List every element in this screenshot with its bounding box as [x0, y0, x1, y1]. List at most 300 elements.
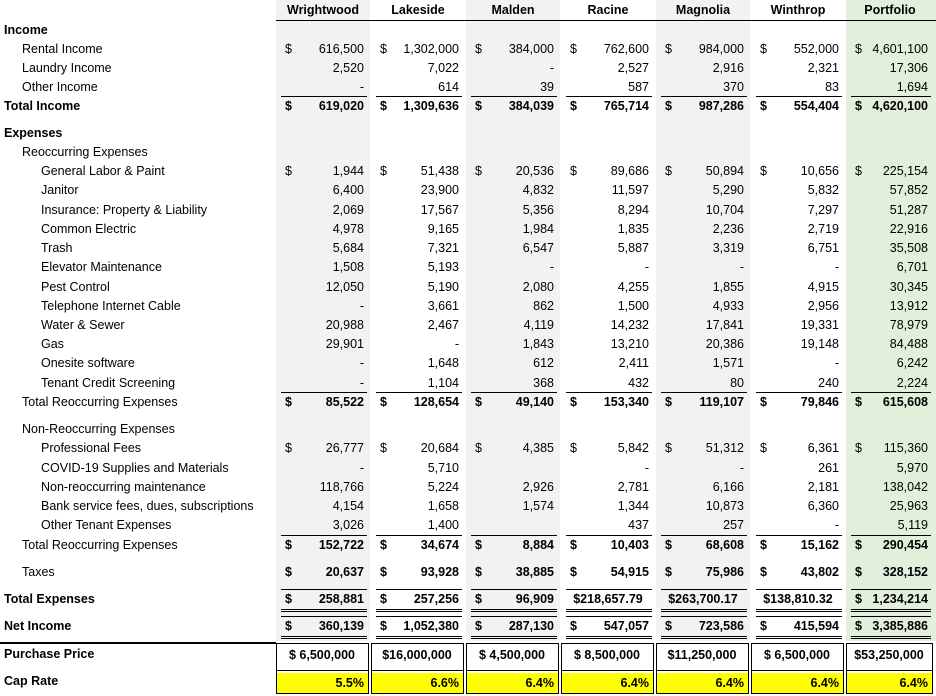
cell-value: 1,309,636	[403, 99, 459, 113]
cell-value: -	[834, 518, 839, 532]
cell-value: -	[739, 461, 744, 475]
cell-value: 13,210	[610, 337, 649, 351]
cell-value: 2,527	[617, 61, 649, 75]
top-rule	[471, 535, 557, 536]
cell-value: 4,915	[807, 280, 839, 294]
currency-symbol: $	[665, 99, 672, 113]
table-row	[0, 335, 936, 354]
row-label: Water & Sewer	[41, 318, 125, 332]
table-row	[0, 590, 936, 609]
cell-value: 1,508	[332, 260, 364, 274]
currency-symbol: $	[475, 565, 482, 579]
cell-value: 384,039	[508, 99, 554, 113]
cell-value: 6,751	[807, 241, 839, 255]
cell-value: 862	[533, 299, 554, 313]
table-row	[0, 258, 936, 277]
cell-value: 765,714	[603, 99, 649, 113]
cell-value: 547,057	[603, 619, 649, 633]
row-label: Other Tenant Expenses	[41, 518, 172, 532]
currency-symbol: $	[855, 42, 862, 56]
table-row	[0, 439, 936, 458]
currency-symbol: $	[570, 565, 577, 579]
currency-symbol: $	[760, 395, 767, 409]
cell-value: 12,050	[325, 280, 364, 294]
table-row	[0, 459, 936, 478]
cell-value: 30,345	[889, 280, 928, 294]
table-row	[0, 516, 936, 535]
cell-value: 3,385,886	[872, 619, 928, 633]
cell-value: 258,881	[318, 592, 364, 606]
currency-symbol: $	[760, 565, 767, 579]
bottom-double-rule	[756, 636, 842, 639]
cell-value: 96,909	[515, 592, 554, 606]
cell-value: 43,802	[800, 565, 839, 579]
currency-symbol: $	[285, 538, 292, 552]
column-header: Magnolia	[675, 3, 731, 17]
top-rule	[376, 392, 462, 393]
currency-symbol: $	[665, 441, 672, 455]
cell-value: $263,700.17	[668, 592, 738, 606]
cell-value: 290,454	[882, 538, 928, 552]
cell-value: $ 6,500,000	[763, 648, 831, 662]
currency-symbol: $	[855, 538, 862, 552]
cell-value: -	[359, 80, 364, 94]
summary-divider	[0, 642, 276, 644]
table-row	[0, 124, 936, 143]
row-label: Janitor	[41, 183, 79, 197]
table-row	[0, 162, 936, 181]
cell-value: 984,000	[698, 42, 744, 56]
table-row	[0, 354, 936, 373]
cell-value: $ 8,500,000	[573, 648, 641, 662]
row-label: Other Income	[22, 80, 98, 94]
cell-value: -	[549, 260, 554, 274]
currency-symbol: $	[285, 441, 292, 455]
cell-value: 5,832	[807, 183, 839, 197]
column-header: Winthrop	[770, 3, 826, 17]
cell-value: 10,873	[705, 499, 744, 513]
cell-value: 2,236	[712, 222, 744, 236]
cell-value: 6.4%	[525, 676, 554, 690]
cell-value: 138,042	[882, 480, 928, 494]
cell-value: 115,360	[883, 441, 928, 455]
cell-value: 29,901	[325, 337, 364, 351]
top-rule	[566, 616, 652, 617]
top-rule	[566, 96, 652, 97]
table-row	[0, 239, 936, 258]
top-rule	[566, 589, 652, 590]
currency-symbol: $	[570, 164, 577, 178]
cell-border	[276, 670, 369, 694]
currency-symbol: $	[380, 42, 387, 56]
currency-symbol: $	[760, 538, 767, 552]
cell-value: 1,500	[617, 299, 649, 313]
cell-value: 119,107	[699, 395, 744, 409]
cell-value: 6,547	[522, 241, 554, 255]
cell-value: 1,344	[617, 499, 649, 513]
cell-value: 432	[628, 376, 649, 390]
top-rule	[661, 535, 747, 536]
cell-value: $138,810.32	[763, 592, 833, 606]
currency-symbol: $	[570, 99, 577, 113]
cell-value: 1,648	[427, 356, 459, 370]
cell-value: 240	[818, 376, 839, 390]
cell-value: 49,140	[515, 395, 554, 409]
cell-value: 25,963	[889, 499, 928, 513]
cell-value: 14,232	[610, 318, 649, 332]
top-rule	[281, 535, 367, 536]
column-header: Racine	[587, 3, 629, 17]
bottom-double-rule	[566, 636, 652, 639]
currency-symbol: $	[285, 395, 292, 409]
top-rule	[661, 96, 747, 97]
table-row	[0, 181, 936, 200]
cell-value: 2,224	[896, 376, 928, 390]
currency-symbol: $	[855, 441, 862, 455]
currency-symbol: $	[570, 441, 577, 455]
cell-value: 1,658	[427, 499, 459, 513]
row-label: Cap Rate	[4, 674, 59, 688]
cell-value: 5,356	[522, 203, 554, 217]
cell-value: 19,148	[800, 337, 839, 351]
cell-value: 75,986	[705, 565, 744, 579]
cell-value: 1,984	[522, 222, 554, 236]
cell-value: -	[834, 356, 839, 370]
cell-value: 987,286	[698, 99, 744, 113]
column-header: Malden	[491, 3, 535, 17]
cell-value: 4,154	[332, 499, 364, 513]
cell-value: 6.6%	[430, 676, 459, 690]
cell-value	[466, 459, 554, 478]
cell-value: 2,069	[332, 203, 364, 217]
cell-value: -	[359, 356, 364, 370]
column-header: Portfolio	[864, 3, 916, 17]
currency-symbol: $	[760, 619, 767, 633]
cell-value: $11,250,000	[667, 648, 737, 662]
table-row	[0, 278, 936, 297]
cell-value: 11,597	[611, 183, 649, 197]
cell-value: 6,360	[807, 499, 839, 513]
currency-symbol: $	[380, 441, 387, 455]
currency-symbol: $	[855, 164, 862, 178]
cell-value: 614	[438, 80, 459, 94]
top-rule	[376, 616, 462, 617]
cell-value: 152,722	[318, 538, 364, 552]
row-label: Insurance: Property & Liability	[41, 203, 208, 217]
cell-value: 1,843	[522, 337, 554, 351]
top-rule	[756, 392, 842, 393]
cell-value: $ 4,500,000	[478, 648, 546, 662]
cell-value: 257,256	[413, 592, 459, 606]
top-rule	[471, 392, 557, 393]
cell-value: 2,956	[807, 299, 839, 313]
row-label: Pest Control	[41, 280, 110, 294]
currency-symbol: $	[570, 42, 577, 56]
currency-symbol: $	[475, 164, 482, 178]
cell-value: 5,290	[712, 183, 744, 197]
table-row	[0, 40, 936, 59]
currency-symbol: $	[475, 619, 482, 633]
cell-value: 6,400	[332, 183, 364, 197]
currency-symbol: $	[665, 538, 672, 552]
cell-value: 261	[818, 461, 839, 475]
top-rule	[756, 96, 842, 97]
cell-value: 10,704	[705, 203, 744, 217]
top-rule	[756, 589, 842, 590]
cell-value: 4,255	[617, 280, 649, 294]
cell-value: 39	[540, 80, 554, 94]
top-rule	[851, 535, 931, 536]
currency-symbol: $	[760, 42, 767, 56]
row-label: Purchase Price	[4, 647, 95, 661]
cell-border	[656, 643, 749, 671]
cell-value: 35,508	[889, 241, 928, 255]
table-row	[0, 143, 936, 162]
top-rule	[281, 96, 367, 97]
cell-value: 762,600	[603, 42, 649, 56]
cell-value: 2,467	[427, 318, 459, 332]
currency-symbol: $	[665, 164, 672, 178]
cell-value: 5,842	[617, 441, 649, 455]
cell-value: 554,404	[793, 99, 839, 113]
cell-value: 552,000	[793, 42, 839, 56]
cell-value: 83	[825, 80, 839, 94]
cell-value: 20,988	[325, 318, 364, 332]
cell-value: 2,411	[618, 356, 649, 370]
currency-symbol: $	[570, 538, 577, 552]
row-label: Total Expenses	[4, 592, 95, 606]
top-rule	[661, 616, 747, 617]
cell-value: 6.4%	[620, 676, 649, 690]
currency-symbol: $	[760, 99, 767, 113]
row-label: COVID-19 Supplies and Materials	[41, 461, 229, 475]
cell-value: 7,022	[427, 61, 459, 75]
cell-value: 1,052,380	[403, 619, 459, 633]
bottom-double-rule	[281, 609, 367, 612]
cell-value: 80	[730, 376, 744, 390]
cell-value: 2,181	[807, 480, 839, 494]
currency-symbol: $	[855, 592, 862, 606]
row-label: Gas	[41, 337, 64, 351]
cell-value: 257	[723, 518, 744, 532]
currency-symbol: $	[380, 592, 387, 606]
bottom-double-rule	[661, 609, 747, 612]
cell-value: 6.4%	[810, 676, 839, 690]
cell-value: 2,321	[807, 61, 839, 75]
table-row	[0, 78, 936, 97]
bottom-double-rule	[566, 609, 652, 612]
cell-value: 84,488	[889, 337, 928, 351]
cell-border	[371, 643, 464, 671]
cell-value: 328,152	[882, 565, 928, 579]
top-rule	[376, 589, 462, 590]
cell-border	[466, 670, 559, 694]
cell-value: 23,900	[420, 183, 459, 197]
row-label: Bank service fees, dues, subscriptions	[41, 499, 254, 513]
row-label: Common Electric	[41, 222, 137, 236]
cell-value: 615,608	[882, 395, 928, 409]
currency-symbol: $	[285, 619, 292, 633]
top-rule	[756, 616, 842, 617]
table-row	[0, 59, 936, 78]
table-row	[0, 536, 936, 555]
cell-value: 34,674	[420, 538, 459, 552]
cell-value: 225,154	[882, 164, 928, 178]
cell-value: 5,970	[896, 461, 928, 475]
cell-value: 8,884	[522, 538, 554, 552]
cell-value: 437	[628, 518, 649, 532]
cell-value: 368	[533, 376, 554, 390]
cell-value: 2,916	[712, 61, 744, 75]
cell-value: -	[644, 461, 649, 475]
table-row	[0, 220, 936, 239]
cell-value: 2,080	[522, 280, 554, 294]
bottom-double-rule	[376, 609, 462, 612]
table-row	[0, 563, 936, 582]
cell-value: -	[359, 299, 364, 313]
currency-symbol: $	[285, 592, 292, 606]
cell-border	[846, 643, 933, 671]
cell-value: -	[644, 260, 649, 274]
cell-value: 5.5%	[335, 676, 364, 690]
currency-symbol: $	[665, 395, 672, 409]
table-row	[0, 201, 936, 220]
cell-value: 153,340	[603, 395, 649, 409]
cell-value: $218,657.79	[573, 592, 643, 606]
row-label: Net Income	[4, 619, 72, 633]
top-rule	[471, 616, 557, 617]
top-rule	[281, 616, 367, 617]
currency-symbol: $	[760, 441, 767, 455]
row-label: Telephone Internet Cable	[41, 299, 181, 313]
cell-value: 723,586	[698, 619, 744, 633]
cell-value: 360,139	[318, 619, 364, 633]
cell-value: -	[739, 260, 744, 274]
currency-symbol: $	[475, 441, 482, 455]
cell-value: 1,855	[712, 280, 744, 294]
bottom-double-rule	[661, 636, 747, 639]
top-rule	[376, 535, 462, 536]
cell-value: 2,719	[807, 222, 839, 236]
cell-value: 1,944	[332, 164, 364, 178]
cell-value: 17,567	[420, 203, 459, 217]
cell-value: 5,684	[332, 241, 364, 255]
cell-value: 17,306	[889, 61, 928, 75]
currency-symbol: $	[285, 42, 292, 56]
cell-value: 26,777	[325, 441, 364, 455]
row-label: Taxes	[22, 565, 55, 579]
currency-symbol: $	[380, 538, 387, 552]
cell-value: 7,321	[427, 241, 459, 255]
cell-border	[751, 670, 844, 694]
currency-symbol: $	[665, 565, 672, 579]
cell-value: 13,912	[889, 299, 928, 313]
cell-value: 1,694	[896, 80, 928, 94]
currency-symbol: $	[855, 619, 862, 633]
currency-symbol: $	[475, 42, 482, 56]
cell-value: 6,361	[807, 441, 839, 455]
top-rule	[281, 589, 367, 590]
cell-value: 4,620,100	[872, 99, 928, 113]
bottom-double-rule	[851, 609, 931, 612]
currency-symbol: $	[570, 619, 577, 633]
top-rule	[376, 96, 462, 97]
cell-value: 616,500	[318, 42, 364, 56]
cell-value: $ 6,500,000	[288, 648, 356, 662]
header-row	[0, 1, 936, 20]
cell-value: 20,536	[515, 164, 554, 178]
cell-value: 5,710	[427, 461, 459, 475]
cell-value: 78,979	[889, 318, 928, 332]
row-label: General Labor & Paint	[41, 164, 165, 178]
cell-value: 1,400	[427, 518, 459, 532]
currency-symbol: $	[475, 395, 482, 409]
row-label: Laundry Income	[22, 61, 112, 75]
cell-value: -	[359, 376, 364, 390]
cell-value: 415,594	[793, 619, 839, 633]
top-rule	[566, 392, 652, 393]
cell-value: 10,403	[610, 538, 649, 552]
row-label: Elevator Maintenance	[41, 260, 162, 274]
cell-value: 20,386	[705, 337, 744, 351]
cell-value: 287,130	[508, 619, 554, 633]
cell-value: 587	[628, 80, 649, 94]
cell-value: 3,026	[332, 518, 364, 532]
bottom-double-rule	[376, 636, 462, 639]
table-row	[0, 617, 936, 636]
cell-border	[276, 643, 369, 671]
top-rule	[851, 392, 931, 393]
currency-symbol: $	[380, 395, 387, 409]
cell-value: 17,841	[705, 318, 744, 332]
cell-value: 1,574	[522, 499, 554, 513]
top-rule	[851, 589, 931, 590]
currency-symbol: $	[285, 164, 292, 178]
cell-value: 3,319	[712, 241, 744, 255]
cell-border	[561, 643, 654, 671]
cell-value: 1,835	[617, 222, 649, 236]
cell-value: 6.4%	[715, 676, 744, 690]
top-rule	[661, 392, 747, 393]
currency-symbol: $	[855, 99, 862, 113]
cell-value: 10,656	[800, 164, 839, 178]
cell-border	[751, 643, 844, 671]
cell-value: $16,000,000	[382, 648, 452, 662]
currency-symbol: $	[665, 42, 672, 56]
currency-symbol: $	[760, 164, 767, 178]
cell-value: 4,933	[712, 299, 744, 313]
cell-value: 15,162	[800, 538, 839, 552]
table-row	[0, 393, 936, 412]
row-label: Professional Fees	[41, 441, 142, 455]
cell-value: 7,297	[807, 203, 839, 217]
table-row	[0, 97, 936, 116]
cell-value: 22,916	[889, 222, 928, 236]
currency-symbol: $	[855, 565, 862, 579]
table-row	[0, 374, 936, 393]
row-label: Total Income	[4, 99, 81, 113]
cell-value: 5,224	[427, 480, 459, 494]
currency-symbol: $	[380, 164, 387, 178]
row-label: Non-reoccurring maintenance	[41, 480, 206, 494]
cell-value: 2,926	[522, 480, 554, 494]
top-rule	[851, 96, 931, 97]
cell-value: 38,885	[515, 565, 554, 579]
cell-value: 128,654	[413, 395, 459, 409]
row-label: Total Reoccurring Expenses	[22, 538, 178, 552]
currency-symbol: $	[665, 619, 672, 633]
cell-value: 370	[723, 80, 744, 94]
